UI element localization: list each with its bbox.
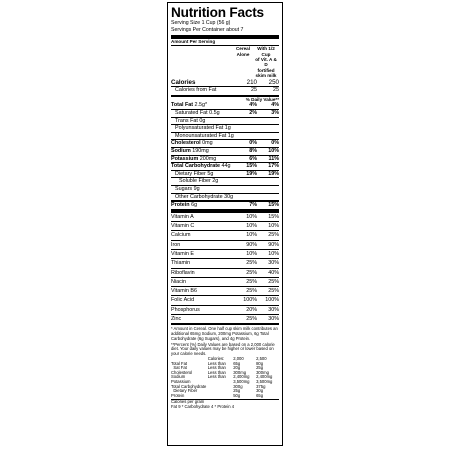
vitamin-label: Vitamin B6 — [171, 288, 197, 295]
dv-table-cell: Total Carbohydrate — [171, 383, 207, 389]
nutrient-list — [171, 102, 279, 208]
nutrient-row — [171, 178, 279, 185]
dv-table-cell: 2,500 — [256, 356, 267, 362]
nutrient-dv-2: 19% — [268, 170, 279, 177]
vitamin-row — [171, 259, 279, 267]
nutrient-row — [171, 125, 279, 132]
vitamin-row — [171, 306, 279, 314]
footnote-percent-daily: **Percent (%) Daily Values are based on a 2,000 calorie diet. Your daily values may be higher or lower based on your calorie needs. — [171, 341, 275, 357]
vitamin-label: Vitamin C — [171, 223, 195, 230]
vitamin-row — [171, 213, 279, 221]
nutrient-label: Dietary Fiber 5g — [175, 170, 214, 177]
calories-fat-row — [171, 87, 279, 94]
calories-value-2: 250 — [268, 78, 279, 86]
vitamin-dv-1: 100% — [243, 297, 257, 304]
vitamin-dv-1: 90% — [246, 241, 257, 248]
nutrient-amount: 0mg — [200, 140, 213, 147]
vitamin-row — [171, 250, 279, 258]
dv-table-cell: 50g — [233, 392, 241, 398]
dv-table-cell: Cholesterol — [171, 369, 193, 375]
nutrient-label — [171, 140, 237, 147]
vitamin-dv-2: 25% — [268, 232, 279, 239]
dv-table-cell: 3,500mg — [233, 379, 250, 385]
calories-per-gram: Calories per gram — [171, 399, 205, 405]
vitamin-row — [171, 287, 279, 295]
nutrient-name: Cholesterol — [171, 140, 201, 147]
nutrient-dv-2: 15% — [268, 202, 279, 209]
vitamin-dv-1: 10% — [246, 223, 257, 230]
vitamin-dv-1: 10% — [246, 213, 257, 220]
nutrient-label: Trans Fat 0g — [175, 117, 206, 124]
vitamin-label: Iron — [171, 241, 181, 248]
nutrient-label: Monounsaturated Fat 1g — [175, 132, 234, 139]
nutrient-dv-1: 0% — [249, 140, 257, 147]
nutrient-amount: 6g — [189, 202, 198, 209]
dv-table-cell — [208, 394, 234, 399]
nutrient-label — [171, 148, 237, 155]
nutrient-dv-2: 11% — [268, 155, 279, 162]
nutrient-label: Polyunsaturated Fat 1g — [175, 125, 231, 132]
daily-value-header: % Daily Value** — [245, 96, 279, 102]
vitamin-dv-2: 90% — [268, 241, 279, 248]
nutrient-row — [171, 140, 279, 147]
vitamin-dv-2: 30% — [268, 306, 279, 313]
calories-per-gram-values: Fat 9 * Carbohydrate 4 * Protein 4 — [171, 404, 235, 410]
nutrient-dv-1: 7% — [249, 202, 257, 209]
dv-table-row — [171, 394, 279, 399]
vitamin-dv-1: 25% — [246, 278, 257, 285]
nutrient-dv-2: 10% — [268, 147, 279, 154]
vitamin-dv-2: 30% — [268, 260, 279, 267]
footnote-amount-in-cereal: * Amount in Cereal. One half cup skim milk contributes an additional 65mg Sodium, 200mg Potassium, 6g Total Carbohydrate (6g Sugars), and 4g Protein. — [171, 326, 278, 341]
serving-size: Serving Size 1 Cup (56 g) — [171, 20, 231, 26]
dv-table-cell: 375g — [256, 383, 266, 389]
vitamin-row — [171, 269, 279, 277]
nutrient-dv-2: 17% — [268, 163, 279, 170]
nutrient-dv-2: 0% — [271, 140, 279, 147]
nutrient-dv-1: 15% — [246, 163, 257, 170]
nutrient-dv-1: 8% — [249, 147, 257, 154]
nutrient-dv-2: 4% — [271, 102, 279, 109]
dv-table-cell: 20g — [233, 365, 241, 371]
vitamin-label: Vitamin A — [171, 213, 194, 220]
vitamin-dv-2: 30% — [268, 315, 279, 322]
vitamin-dv-1: 25% — [246, 260, 257, 267]
dv-table-cell: Less than — [207, 369, 226, 375]
dv-table-cell: Potassium — [171, 379, 191, 385]
dv-table-cell: 2,400mg — [233, 374, 250, 380]
calories-value-1: 210 — [246, 78, 257, 86]
vitamin-row — [171, 222, 279, 230]
nutrient-row — [171, 110, 279, 117]
dv-table-cell: 25g — [233, 388, 241, 394]
nutrient-row — [171, 102, 279, 109]
nutrient-row — [171, 202, 279, 209]
calories-row — [171, 79, 279, 87]
vitamin-dv-2: 40% — [268, 269, 279, 276]
dv-table-cell: Calories: — [207, 356, 225, 362]
nutrient-dv-2: 3% — [271, 110, 279, 116]
vitamin-label: Vitamin E — [171, 250, 194, 257]
vitamin-label: Riboflavin — [171, 269, 195, 276]
vitamin-dv-2: 10% — [268, 223, 279, 230]
calories-fat-value-2: 25 — [273, 87, 279, 94]
nutrient-amount: 190mg — [190, 147, 209, 154]
nutrition-facts-panel — [167, 2, 283, 446]
nutrient-row — [171, 133, 279, 140]
nutrient-name: Total Fat — [171, 102, 194, 109]
nutrient-label: Sugars 9g — [175, 185, 200, 192]
amount-per-serving: Amount Per Serving — [171, 39, 216, 45]
dv-table-cell: Less than — [207, 365, 226, 371]
nutrient-row — [171, 186, 279, 193]
calories-label: Calories — [171, 78, 196, 86]
vitamin-row — [171, 231, 279, 239]
dv-table-cell: 300g — [233, 383, 243, 389]
vitamin-label: Zinc — [171, 315, 182, 322]
panel-title: Nutrition Facts — [171, 5, 264, 20]
dv-table-cell: Less than — [207, 374, 226, 380]
dv-table-cell: 300mg — [256, 369, 269, 375]
nutrient-dv-1: 19% — [246, 170, 257, 177]
vitamin-row — [171, 241, 279, 249]
vitamin-dv-1: 10% — [246, 232, 257, 239]
nutrient-row — [171, 194, 279, 201]
vitamin-dv-1: 25% — [246, 288, 257, 295]
vitamin-list — [171, 213, 279, 324]
vitamin-row — [171, 296, 279, 304]
column-header-cereal-alone: Cereal Alone — [235, 46, 251, 57]
nutrient-amount: 200mg — [198, 155, 217, 162]
calories-fat-label: Calories from Fat — [175, 87, 217, 94]
nutrient-row — [171, 171, 279, 178]
vitamin-label: Phosphorus — [171, 306, 200, 313]
dv-table-cell: 65g — [256, 392, 264, 398]
nutrient-name: Sodium — [171, 147, 191, 154]
nutrient-name: Potassium — [171, 155, 199, 162]
vitamin-row — [171, 315, 279, 323]
vitamin-dv-1: 25% — [246, 269, 257, 276]
nutrient-amount: 44g — [220, 163, 231, 170]
nutrient-label — [171, 202, 237, 209]
vitamin-dv-2: 25% — [268, 288, 279, 295]
dv-table-cell: Total Fat — [171, 360, 188, 366]
dv-table-cell: Sodium — [171, 374, 186, 380]
divider — [171, 323, 279, 325]
vitamin-dv-1: 10% — [246, 250, 257, 257]
vitamin-label: Thiamin — [171, 260, 191, 267]
servings-per-container: Servings Per Container about 7 — [171, 26, 244, 33]
nutrient-label — [171, 163, 237, 170]
dv-table-cell: Less than — [207, 360, 226, 366]
vitamin-dv-1: 25% — [246, 315, 257, 322]
vitamin-label: Folic Acid — [171, 297, 195, 304]
daily-values-table — [171, 357, 279, 398]
vitamin-label: Niacin — [171, 278, 186, 285]
vitamin-label: Calcium — [171, 232, 191, 239]
nutrient-label: Soluble Fiber 2g — [179, 178, 219, 185]
nutrient-name: Total Carbohydrate — [171, 163, 221, 170]
vitamin-row — [171, 278, 279, 286]
nutrient-label — [171, 102, 237, 109]
vitamin-dv-2: 25% — [268, 278, 279, 285]
nutrient-dv-1: 4% — [249, 102, 257, 109]
dv-table-cell: 80g — [256, 360, 264, 366]
dv-table-cell: 300mg — [233, 369, 247, 375]
nutrient-amount: 2.5g* — [193, 102, 208, 109]
column-header-with-milk: With 1/2 Cup of Vit. A & D fortified skim milk — [255, 46, 277, 79]
vitamin-dv-2: 100% — [265, 297, 279, 304]
dv-table-cell: 2,000 — [233, 356, 244, 362]
nutrient-label: Other Carbohydrate 30g — [175, 193, 234, 200]
nutrient-dv-1: 6% — [249, 155, 257, 162]
dv-table-cell: 30g — [256, 388, 264, 394]
nutrient-label: Saturated Fat 0.5g — [175, 110, 220, 116]
nutrient-row — [171, 148, 279, 155]
dv-table-cell: Protein — [171, 392, 185, 398]
column-headers — [171, 46, 279, 78]
vitamin-dv-2: 10% — [268, 250, 279, 257]
vitamin-dv-2: 15% — [268, 213, 279, 220]
nutrient-row — [171, 163, 279, 170]
calories-fat-value-1: 25 — [251, 87, 257, 94]
dv-table-cell: 25g — [256, 365, 264, 371]
dv-table-cell: Dietary Fiber — [171, 388, 198, 394]
dv-table-cell: Sat Fat — [171, 365, 187, 371]
nutrient-label — [171, 156, 237, 163]
dv-table-cell: 2,400mg — [256, 374, 273, 380]
dv-table-cell: 3,500mg — [256, 379, 273, 385]
nutrient-dv-1: 2% — [249, 110, 257, 116]
dv-table-cell: 65g — [233, 360, 241, 366]
nutrient-name: Protein — [171, 202, 190, 209]
vitamin-dv-1: 20% — [246, 306, 257, 313]
nutrient-row — [171, 118, 279, 125]
nutrient-row — [171, 156, 279, 163]
